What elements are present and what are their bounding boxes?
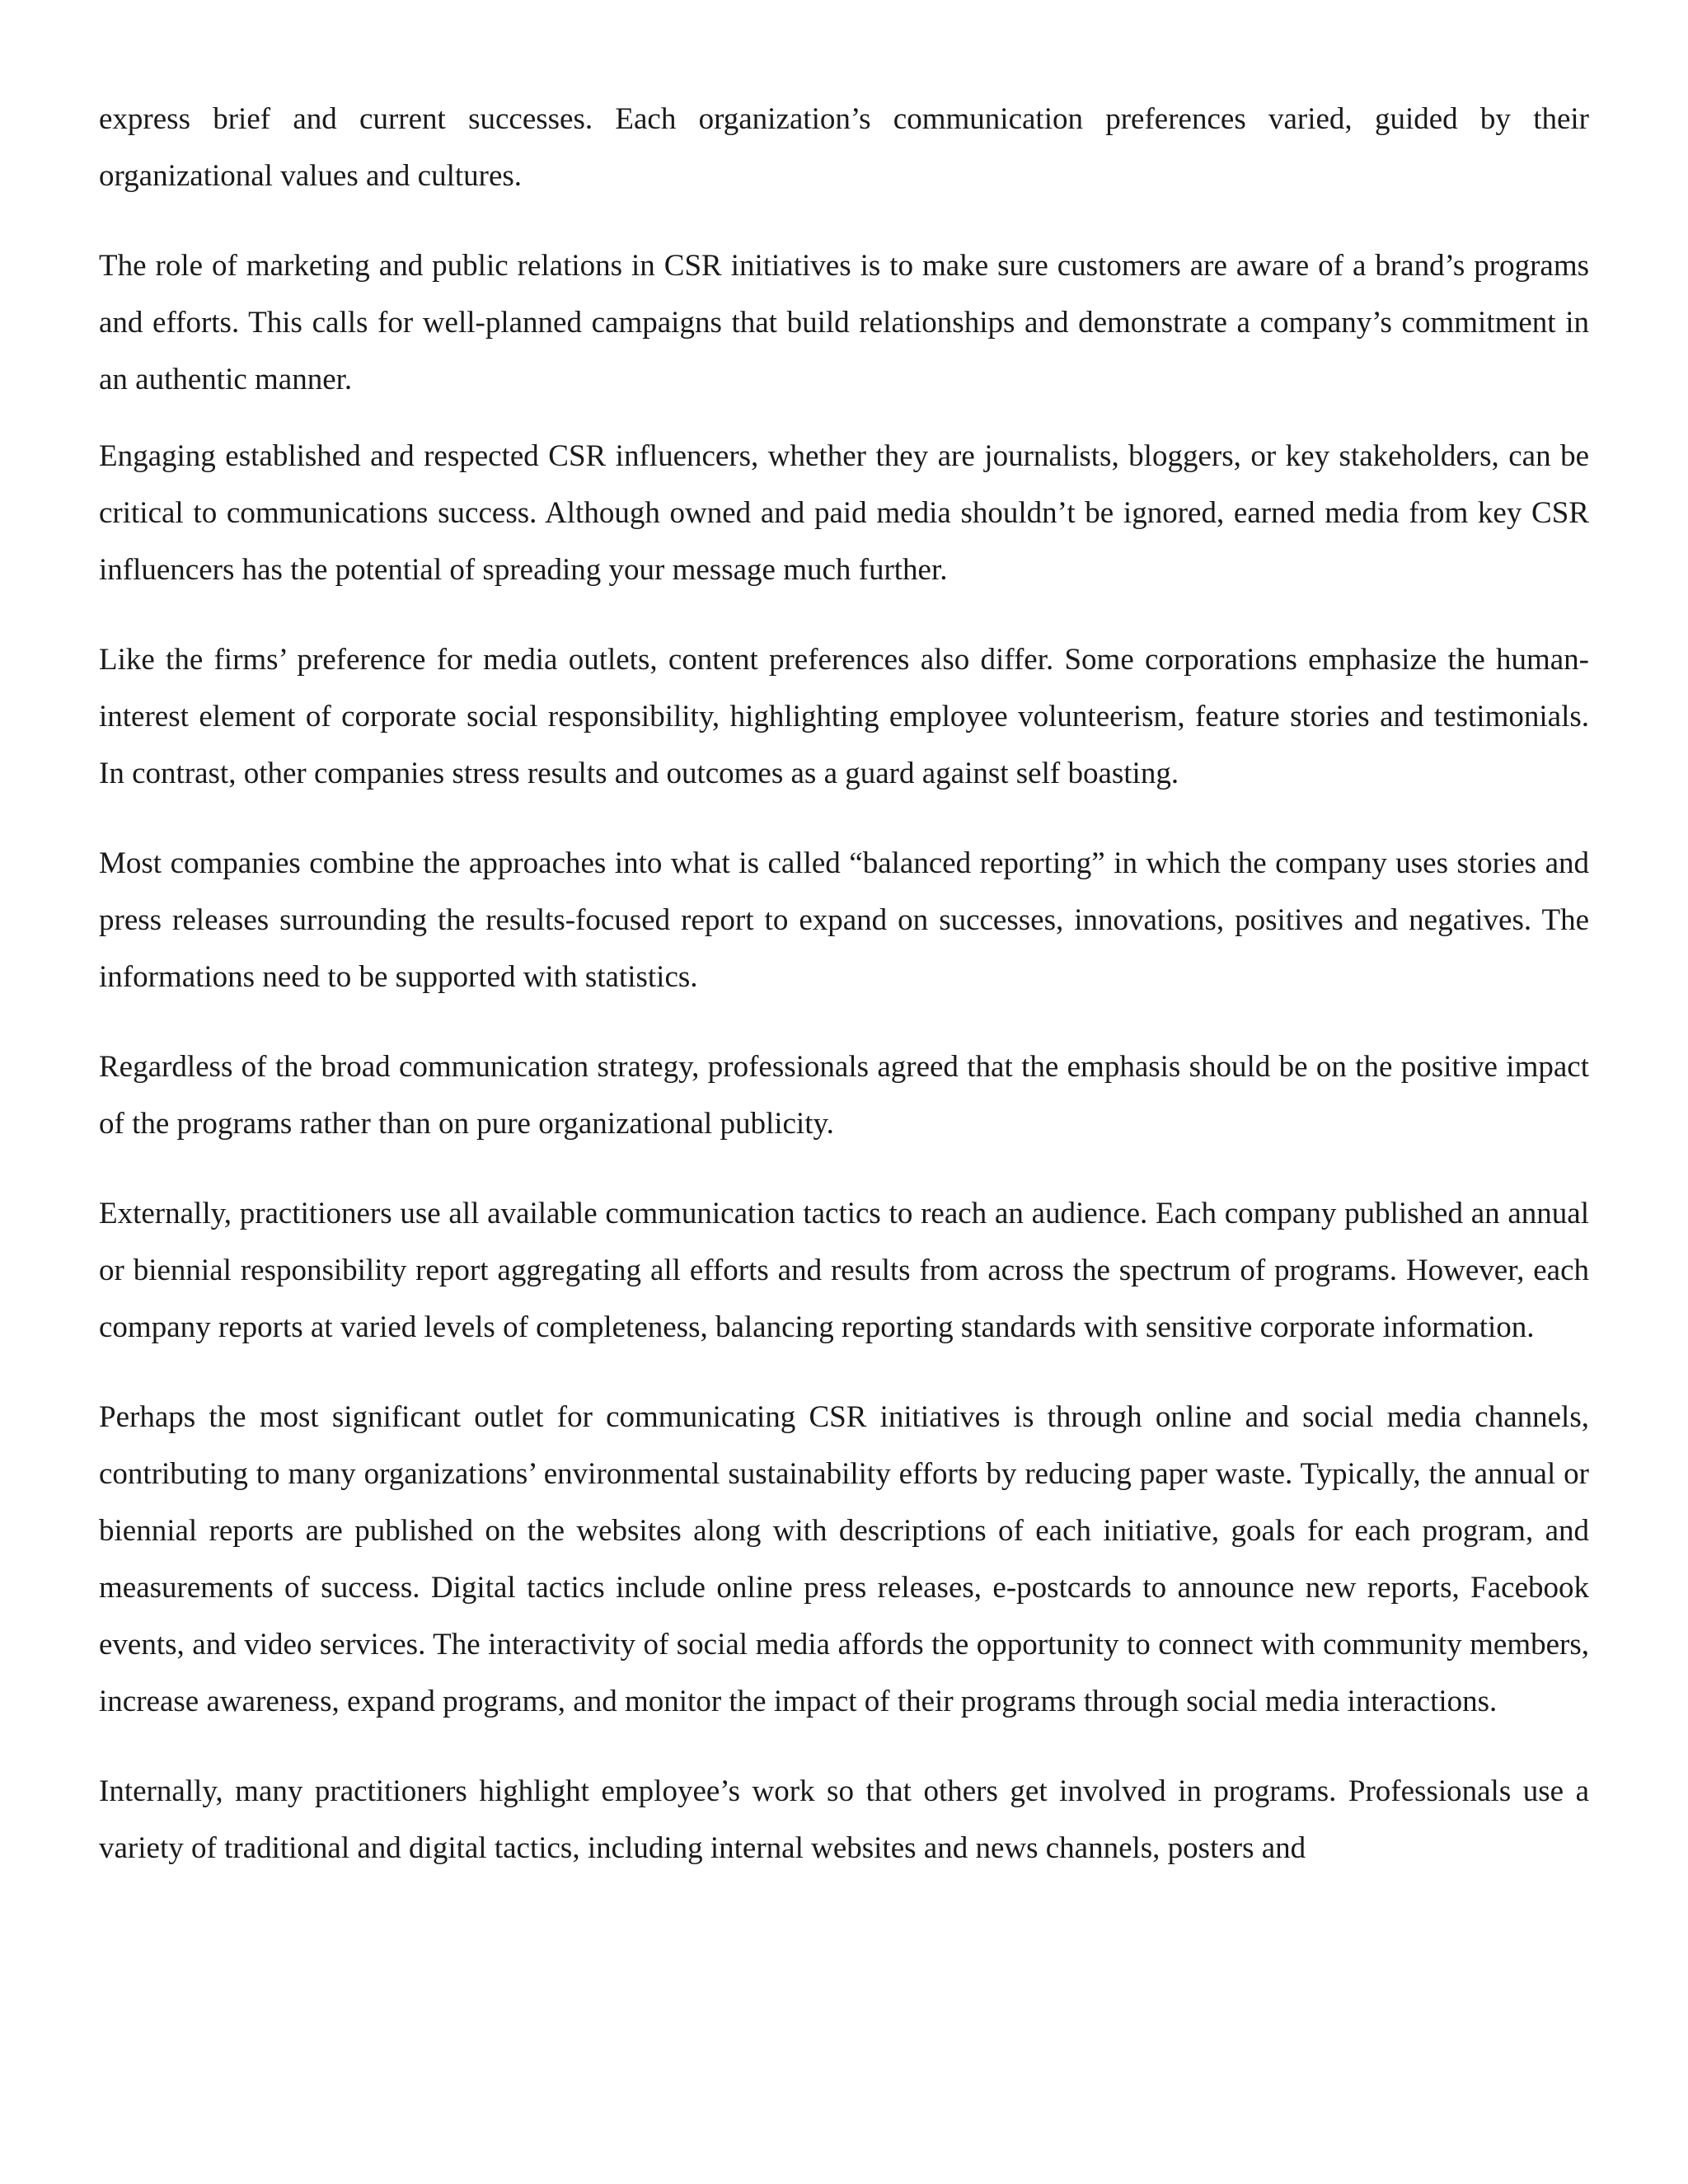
paragraph-6: Regardless of the broad communication strategy, professionals agreed that the emphasis should be on the positive impact of the programs rather than on pure organizational publicity.: [99, 1050, 1589, 1141]
document-page: [99, 91, 1589, 1877]
paragraph-2: The role of marketing and public relations in CSR initiatives is to make sure customers are aware of a brand’s programs and efforts. This calls for well-planned campaigns that build relationships and demonstrate a company’s commitment in an authentic manner.: [99, 249, 1589, 396]
paragraph-4: Like the firms’ preference for media outlets, content preferences also differ. Some corporations emphasize the human-interest element of corporate social responsibility, highlighting employee volunteerism, feature stories and testimonials. In contrast, other companies stress results and outcomes as a guard against self boasting.: [99, 643, 1589, 790]
paragraph-9: Internally, many practitioners highlight employee’s work so that others get involved in programs. Professionals use a variety of traditional and digital tactics, including internal websites and news channels, posters and: [99, 1774, 1589, 1865]
paragraph-5: Most companies combine the approaches into what is called “balanced reporting” in which the company uses stories and press releases surrounding the results-focused report to expand on successes, innovations, positives and negatives. The informations need to be supported with statistics.: [99, 846, 1589, 994]
paragraph-3: Engaging established and respected CSR influencers, whether they are journalists, bloggers, or key stakeholders, can be critical to communications success. Although owned and paid media shouldn’t be ignored, earned media from key CSR influencers has the potential of spreading your message much further.: [99, 439, 1589, 587]
paragraph-8: Perhaps the most significant outlet for communicating CSR initiatives is through online and social media channels, contributing to many organizations’ environmental sustainability efforts by reducing paper waste. Typically, the annual or biennial reports are published on the websites along with descriptions of each initiative, goals for each program, and measurements of success. Digital tactics include online press releases, e-postcards to announce new reports, Facebook events, and video services. The interactivity of social media affords the opportunity to connect with community members, increase awareness, expand programs, and monitor the impact of their programs through social media interactions.: [99, 1400, 1589, 1718]
paragraph-1: express brief and current successes. Each organization’s communication preferences varied, guided by their organizational values and cultures.: [99, 102, 1589, 193]
paragraph-7: Externally, practitioners use all available communication tactics to reach an audience. Each company published an annual or biennial responsibility report aggregating all efforts and results from across the spectrum of programs. However, each company reports at varied levels of completeness, balancing reporting standards with sensitive corporate information.: [99, 1197, 1589, 1344]
